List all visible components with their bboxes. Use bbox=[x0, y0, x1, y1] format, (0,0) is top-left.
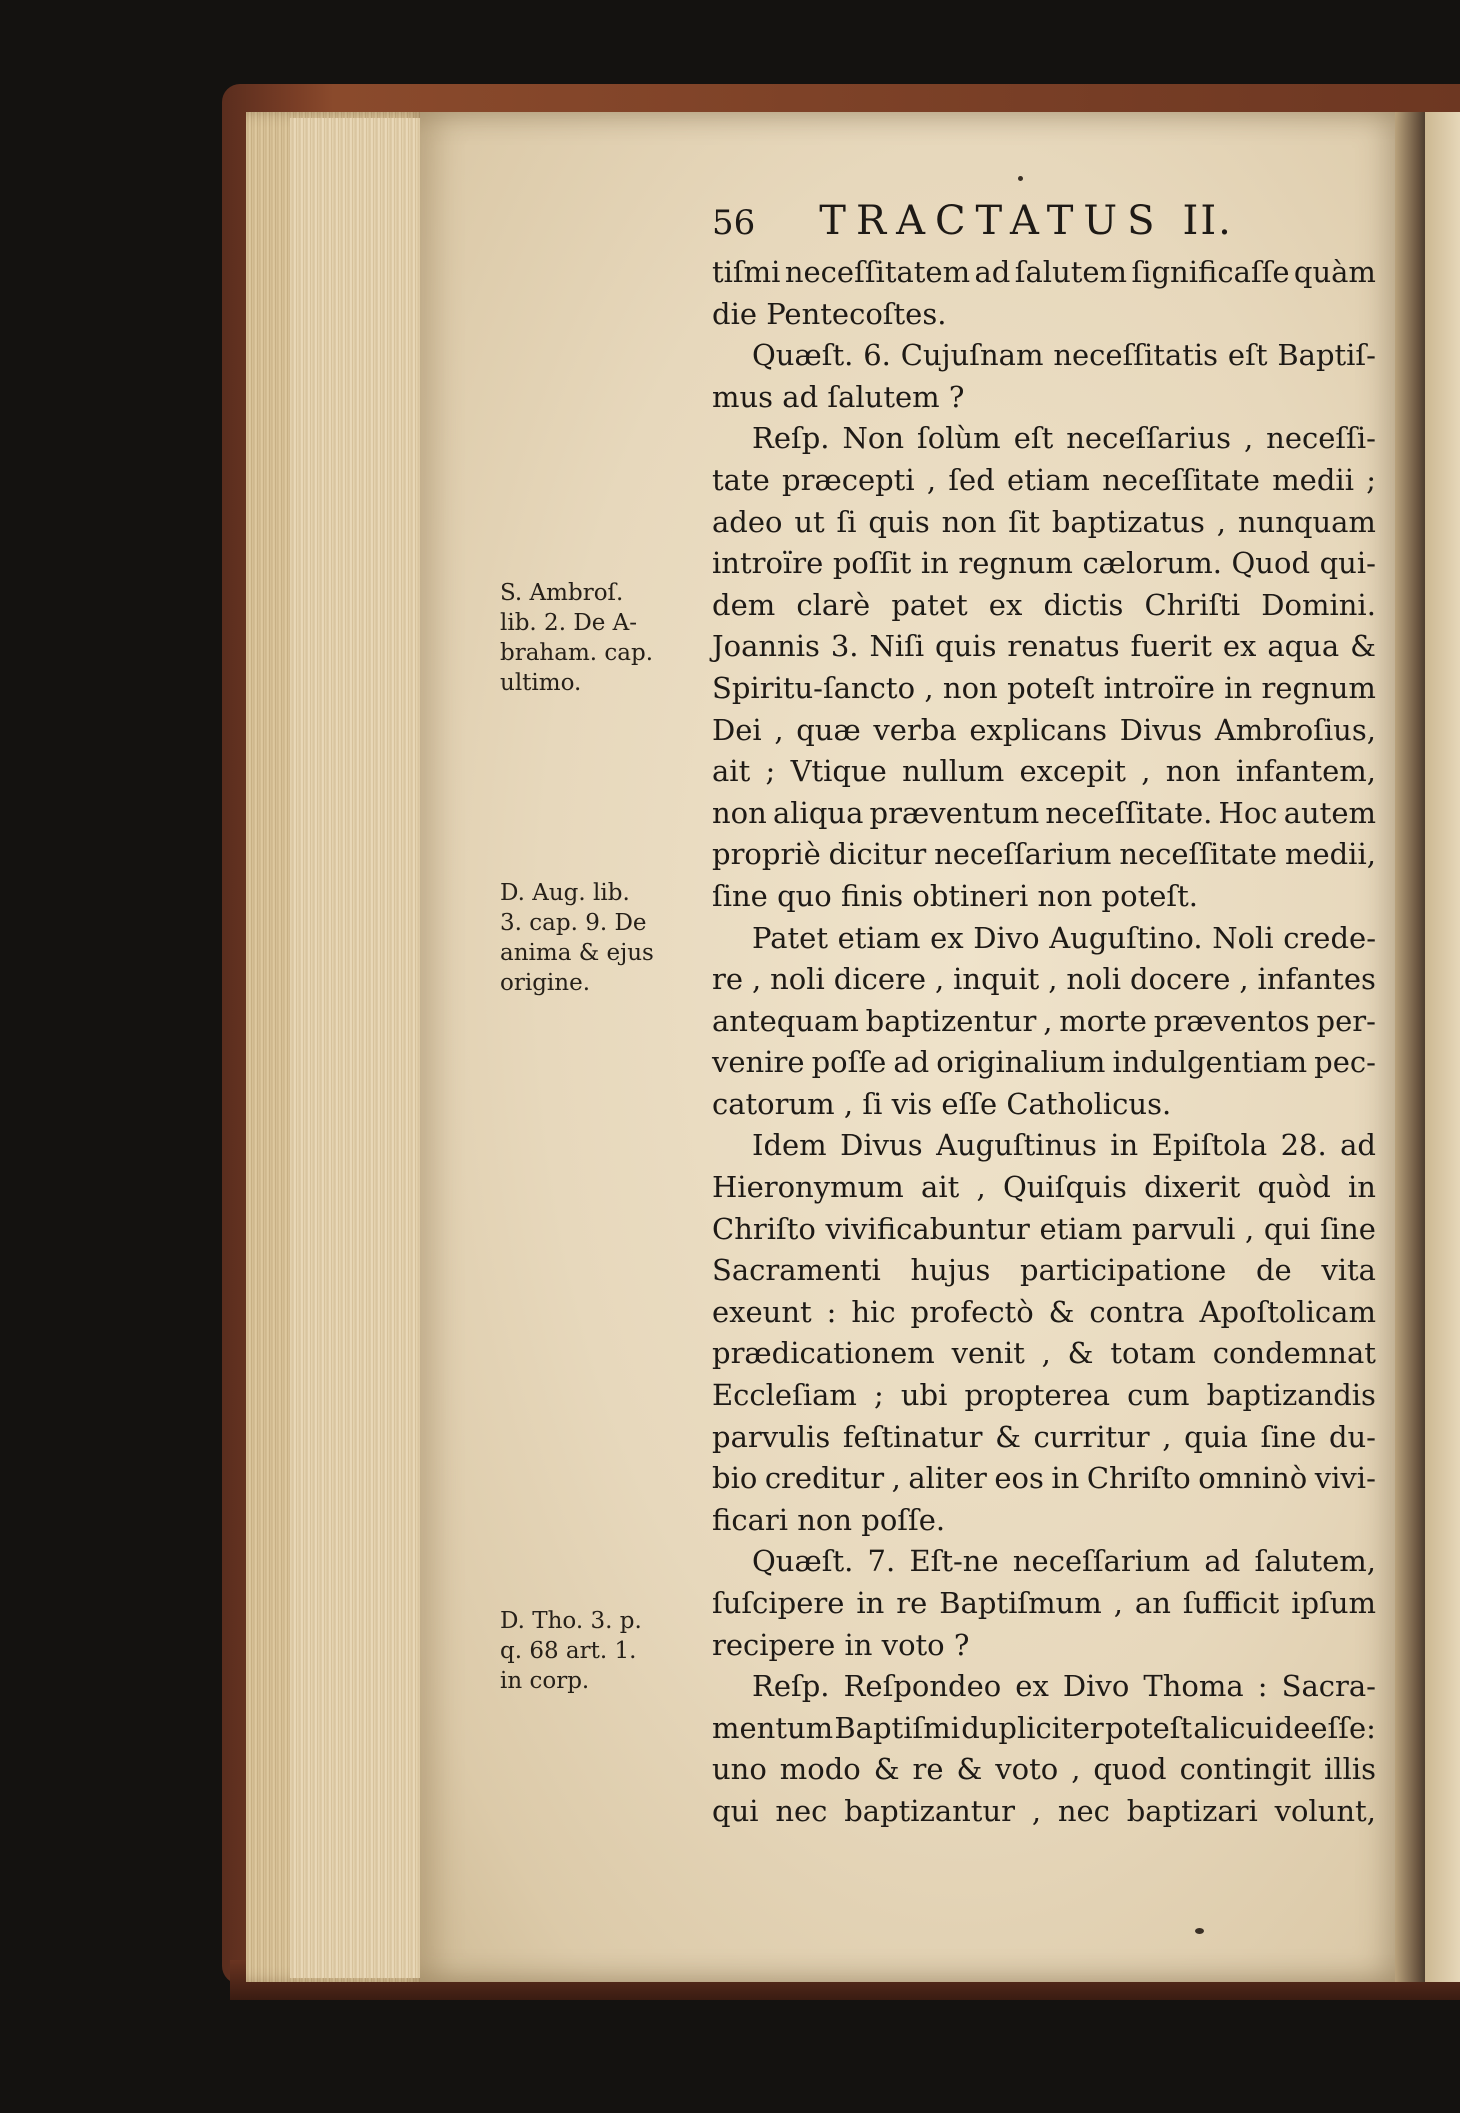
body-text bbox=[712, 252, 1376, 1833]
text-line: uno modo & re & voto , quod contingit illis bbox=[712, 1752, 1376, 1787]
text-line: tate præcepti , ſed etiam neceſſitate medii ; bbox=[712, 462, 1376, 497]
marginal-note-line: braham. cap. bbox=[500, 640, 654, 666]
page-edges-inner bbox=[290, 118, 430, 1978]
marginal-note-line: 3. cap. 9. De bbox=[500, 910, 647, 936]
text-line: Reſp. Reſpondeo ex Divo Thoma : Sacra- bbox=[752, 1669, 1376, 1704]
text-line: ficari non poſſe. bbox=[712, 1502, 946, 1537]
facing-page-edge bbox=[1425, 112, 1460, 1982]
text-line: exeunt : hic profectò & contra Apoſtolicam bbox=[712, 1294, 1376, 1329]
marginal-note-line: origine. bbox=[500, 970, 591, 996]
text-line: antequam baptizentur , morte præventos per- bbox=[712, 1003, 1376, 1038]
text-line: catorum , ſi vis eſſe Catholicus. bbox=[712, 1086, 1172, 1121]
text-line: Quæſt. 6. Cujuſnam neceſſitatis eſt Baptiſ- bbox=[752, 338, 1376, 373]
marginal-note-line: lib. 2. De A- bbox=[500, 610, 638, 636]
text-line: ait ; Vtique nullum excepit , non infantem, bbox=[712, 754, 1376, 789]
marginal-note-line: anima & ejus bbox=[500, 940, 654, 966]
marginal-note-thomas bbox=[500, 1606, 700, 1696]
text-line: ſine quo finis obtineri non poteſt. bbox=[712, 878, 1199, 913]
text-line: propriè dicitur neceſſarium neceſſitate medii, bbox=[712, 837, 1376, 872]
text-line: Chriſto vivificabuntur etiam parvuli , qui ſine bbox=[712, 1211, 1376, 1246]
ink-speck bbox=[1018, 176, 1023, 181]
marginal-note-line: D. Tho. 3. p. bbox=[500, 1608, 642, 1634]
text-line: Dei , quæ verba explicans Divus Ambroſius, bbox=[712, 712, 1376, 747]
marginal-note-augustine bbox=[500, 878, 700, 998]
text-line: mentum Baptiſmi dupliciter poteſt alicui deeſſe: bbox=[712, 1710, 1376, 1745]
text-line: Idem Divus Auguſtinus in Epiſtola 28. ad bbox=[752, 1128, 1376, 1163]
running-title: TRACTATUS bbox=[819, 198, 1165, 244]
marginal-note-ambrose bbox=[500, 578, 700, 698]
marginal-note-line: D. Aug. lib. bbox=[500, 880, 630, 906]
ink-speck bbox=[1195, 1928, 1204, 1934]
marginal-note-line: ultimo. bbox=[500, 670, 582, 696]
text-line: mus ad ſalutem ? bbox=[712, 379, 965, 414]
text-line: introïre poſſit in regnum cælorum. Quod qui- bbox=[712, 546, 1376, 581]
text-line: tiſmi neceſſitatem ad ſalutem ſignificaſſe quàm bbox=[712, 255, 1376, 289]
marginal-note-line: S. Ambroſ. bbox=[500, 580, 624, 606]
text-line: venire poſſe ad originalium indulgentiam pec- bbox=[712, 1045, 1376, 1080]
text-line: Eccleſiam ; ubi propterea cum baptizandis bbox=[712, 1378, 1376, 1413]
marginal-note-line: in corp. bbox=[500, 1668, 590, 1694]
text-line: die Pentecoſtes. bbox=[712, 296, 947, 331]
text-line: Reſp. Non ſolùm eſt neceſſarius , neceſſi- bbox=[752, 421, 1376, 456]
text-line: Sacramenti hujus participatione de vita bbox=[712, 1253, 1376, 1288]
text-line: Patet etiam ex Divo Auguſtino. Noli crede- bbox=[752, 920, 1376, 955]
text-line: parvulis feſtinatur & curritur , quia ſine du- bbox=[712, 1419, 1376, 1454]
running-header bbox=[712, 198, 1352, 248]
text-line: adeo ut ſi quis non ſit baptizatus , nunquam bbox=[712, 504, 1376, 539]
text-line: bio creditur , aliter eos in Chriſto omninò vivi- bbox=[712, 1461, 1376, 1496]
text-line: Spiritu-ſancto , non poteſt introïre in regnum bbox=[712, 670, 1376, 705]
text-line: ſuſcipere in re Baptiſmum , an ſufficit ipſum bbox=[712, 1586, 1376, 1620]
text-line: Joannis 3. Niſi quis renatus fuerit ex aqua & bbox=[712, 629, 1376, 664]
text-line: qui nec baptizantur , nec baptizari volunt, bbox=[712, 1793, 1376, 1828]
text-line: dem clarè patet ex dictis Chriſti Domini. bbox=[712, 587, 1376, 622]
text-line: recipere in voto ? bbox=[712, 1627, 970, 1662]
marginal-note-line: q. 68 art. 1. bbox=[500, 1638, 637, 1664]
text-line: prædicationem venit , & totam condemnat bbox=[712, 1336, 1376, 1371]
text-line: Quæſt. 7. Eſt-ne neceſſarium ad ſalutem, bbox=[752, 1544, 1376, 1579]
text-line: re , noli dicere , inquit , noli docere , infantes bbox=[712, 962, 1376, 997]
treatise-part: II. bbox=[1182, 198, 1233, 244]
text-line: Hieronymum ait , Quiſquis dixerit quòd in bbox=[712, 1170, 1376, 1205]
text-line: non aliqua præventum neceſſitate. Hoc autem bbox=[712, 795, 1376, 830]
page-number: 56 bbox=[712, 203, 756, 243]
